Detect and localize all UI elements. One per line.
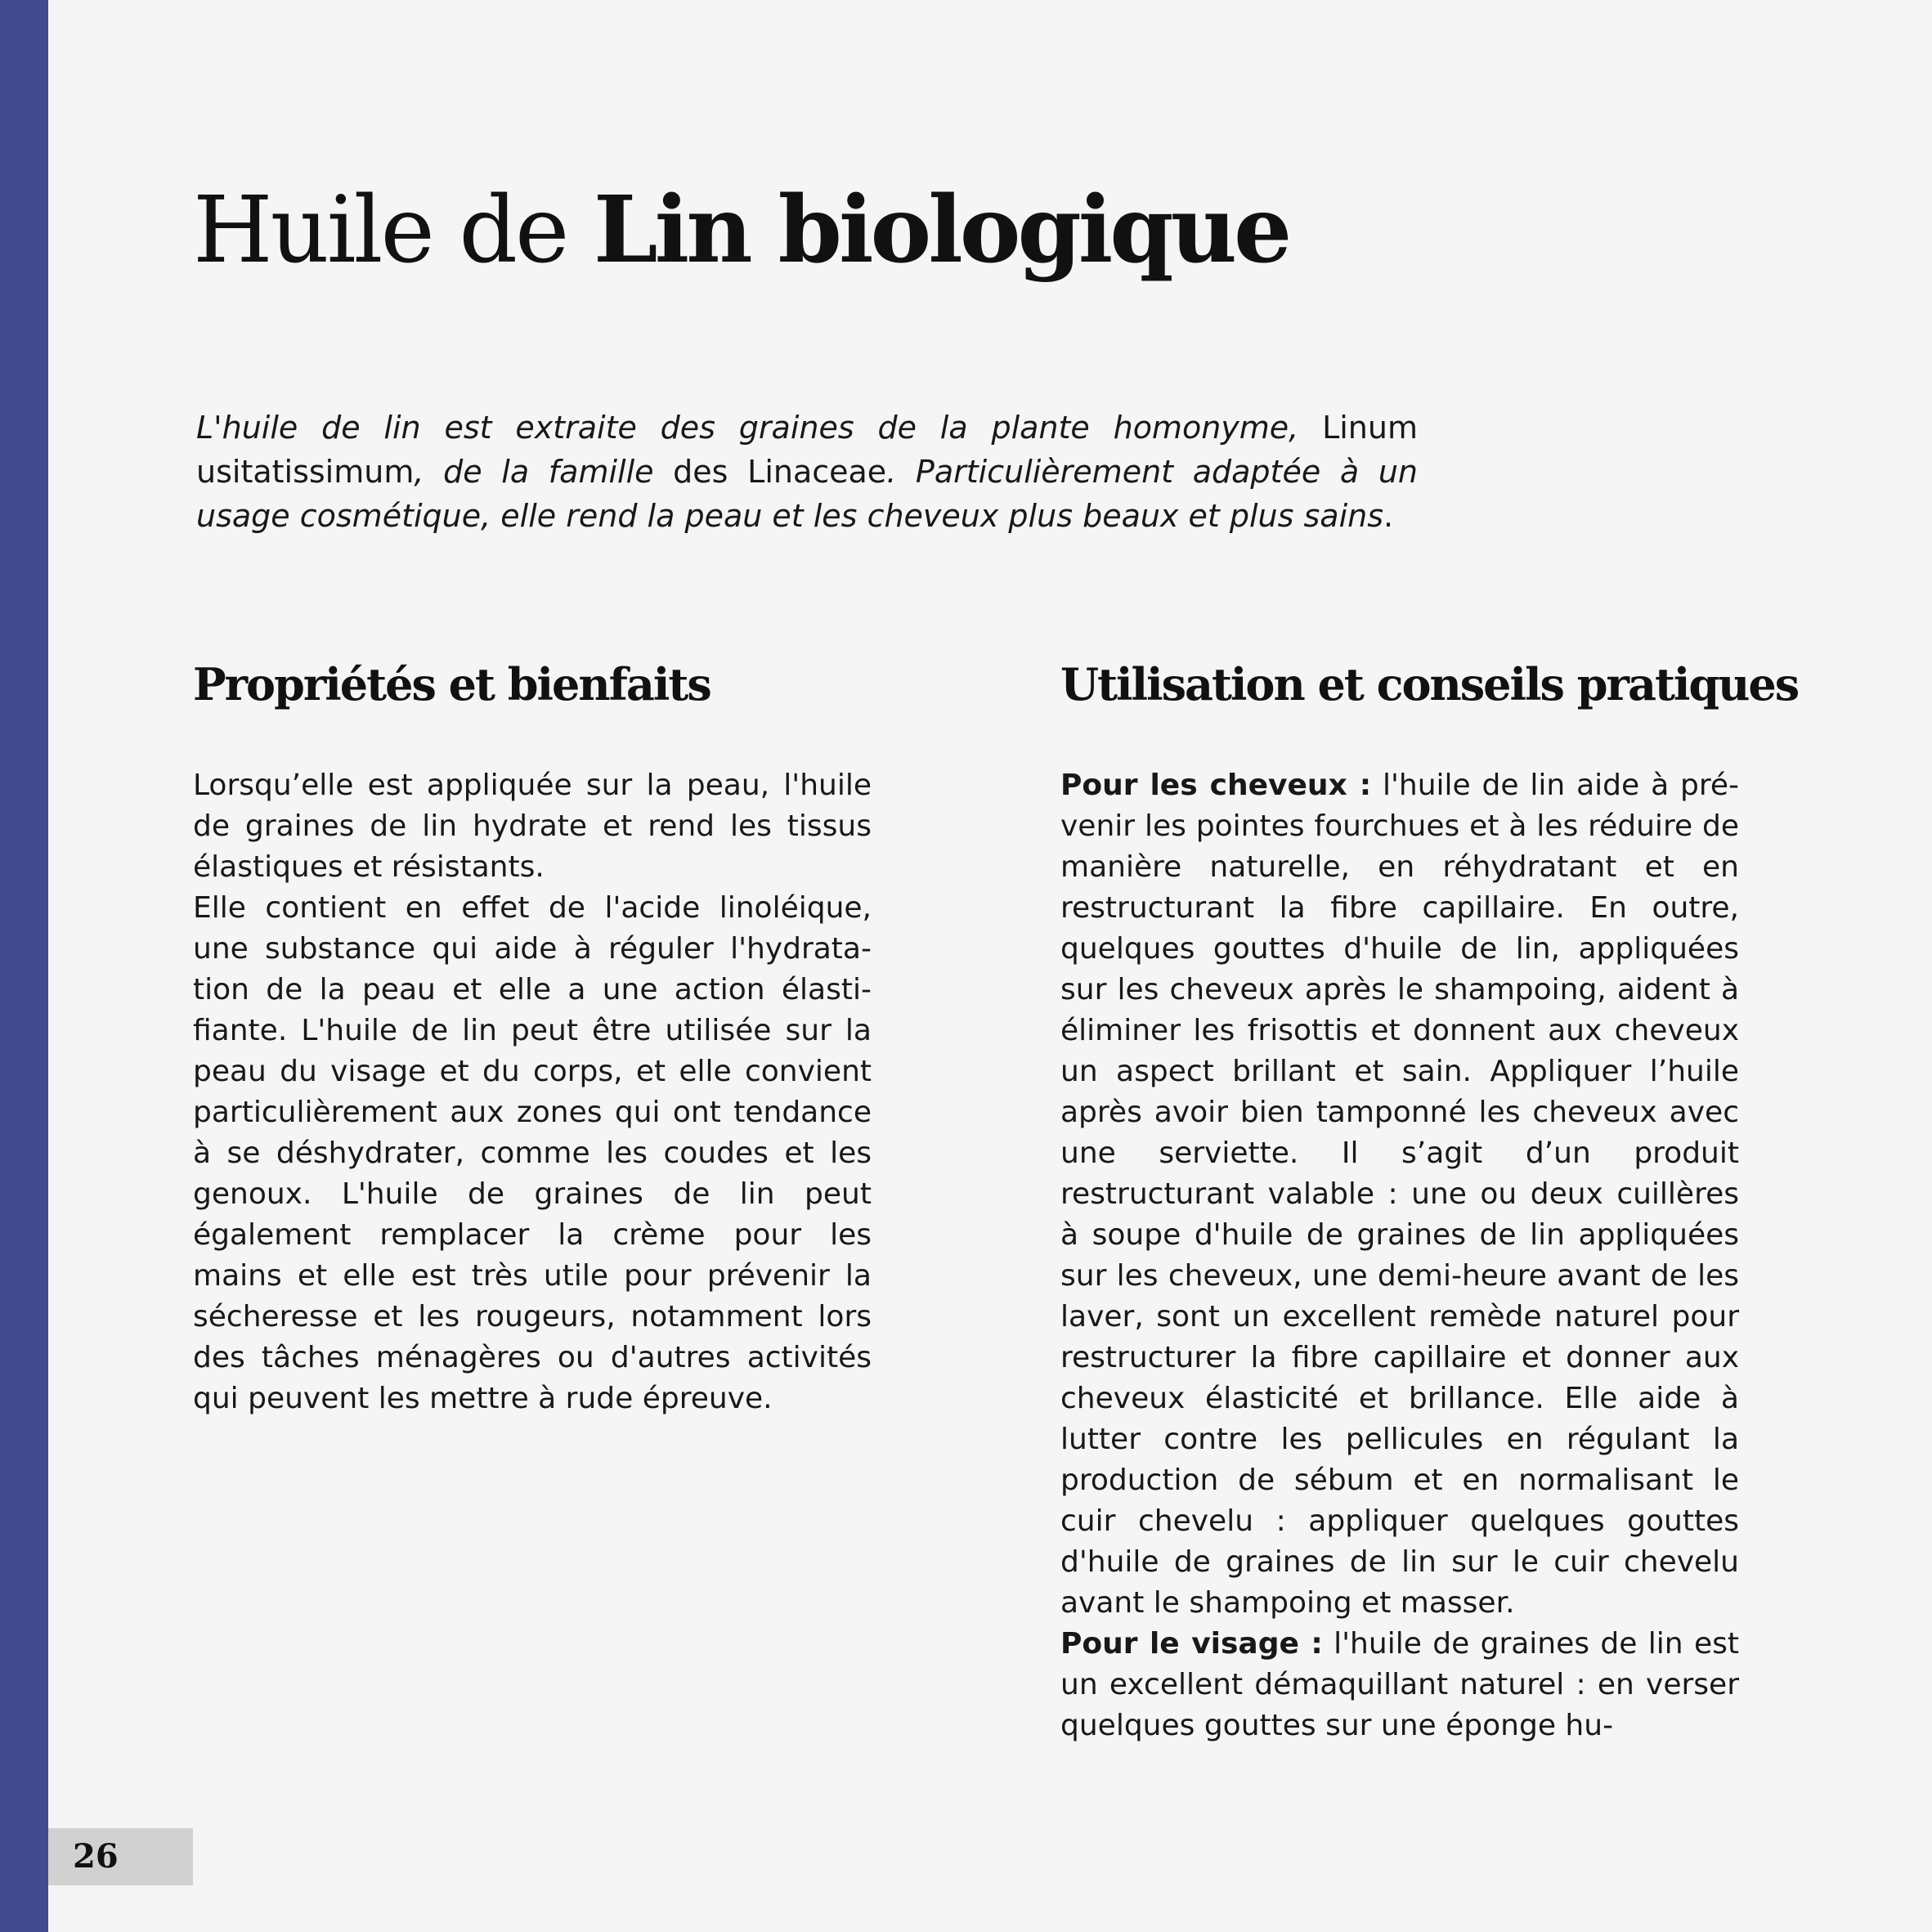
intro-italic-1: L'huile de lin est extraite des graines de la plante homonyme, [196,410,1299,446]
intro-italic-2: , de la famille [414,454,654,490]
page-title-bold: Lin biologique [593,177,1289,284]
face-label: Pour le visage : [1060,1627,1323,1661]
page-title [193,173,1289,288]
usage-section [1060,654,1799,1746]
properties-heading: Propriétés et bienfaits [193,658,710,710]
intro-family-name: des Linaceae [653,454,887,490]
properties-paragraph-1: Lorsqu’elle est appliquée sur la peau, l'huile de graines de lin hydrate et rend les tissus élastiques et résistants. [193,769,872,884]
face-paragraph [1060,1624,1739,1746]
intro-italic-3: . Particulièrement adaptée à un usage cosmétique, elle rend la peau et les cheveux plus beaux et plus sains [196,454,1418,534]
hair-text: l'huile de lin aide à prévenir les pointes fourchues et à les réduire de manière naturelle, en réhydratant et en restructurant la fibre capillaire. En outre, quelques gouttes d'huile de lin, appliquées sur les cheveux après le shampoing, aident à éliminer les frisottis et donnent aux cheveux un aspect brillant et sain. Appliquer l’huile après avoir bien tamponné les cheveux avec une serviette. Il s’agit d’un produit restructurant valable : une ou deux cuillères à soupe d'huile de graines de lin appliquées sur les cheveux, une demi-heure avant de les laver, sont un excellent remède naturel pour restructurer la fibre capillaire et donner aux cheveux élasticité et brillance. Elle aide à lutter contre les pellicules en régulant la production de sébum et en normalisant le cuir chevelu : appliquer quelques gouttes d'huile de graines de lin sur le cuir chevelu avant le shampoing et masser. [1060,769,1740,1620]
intro-period: . [1383,498,1394,534]
hair-label: Pour les cheveux : [1060,769,1372,802]
properties-paragraph-2: Elle contient en effet de l'acide linoléique, une substance qui aide à réguler l'hydratation de la peau et elle a une action élastifiante. L'huile de lin peut être utilisée sur la peau du visage et du corps, et elle convient particulièrement aux zones qui ont tendance à se déshydrater, comme les coudes et les genoux. L'huile de graines de lin peut également remplacer la crème pour les mains et elle est très utile pour prévenir la sécheresse et les rougeurs, notamment lors des tâches ménagères ou d'autres activités qui peuvent les mettre à rude épreuve. [193,891,872,1415]
page-number: 26 [73,1837,119,1876]
hair-paragraph [1060,765,1739,1624]
page-title-regular: Huile de [193,177,594,284]
side-color-band [0,0,48,1932]
intro-paragraph [196,406,1418,538]
face-text: l'huile de graines de lin est un excellent démaquillant naturel : en verser quelques gouttes sur une éponge hu- [1060,1627,1740,1742]
page-number-box [48,1828,193,1885]
intro-species-name: Linum usitatissimum [196,410,1418,490]
usage-heading: Utilisation et conseils pratiques [1060,658,1799,710]
properties-section [193,654,872,1419]
